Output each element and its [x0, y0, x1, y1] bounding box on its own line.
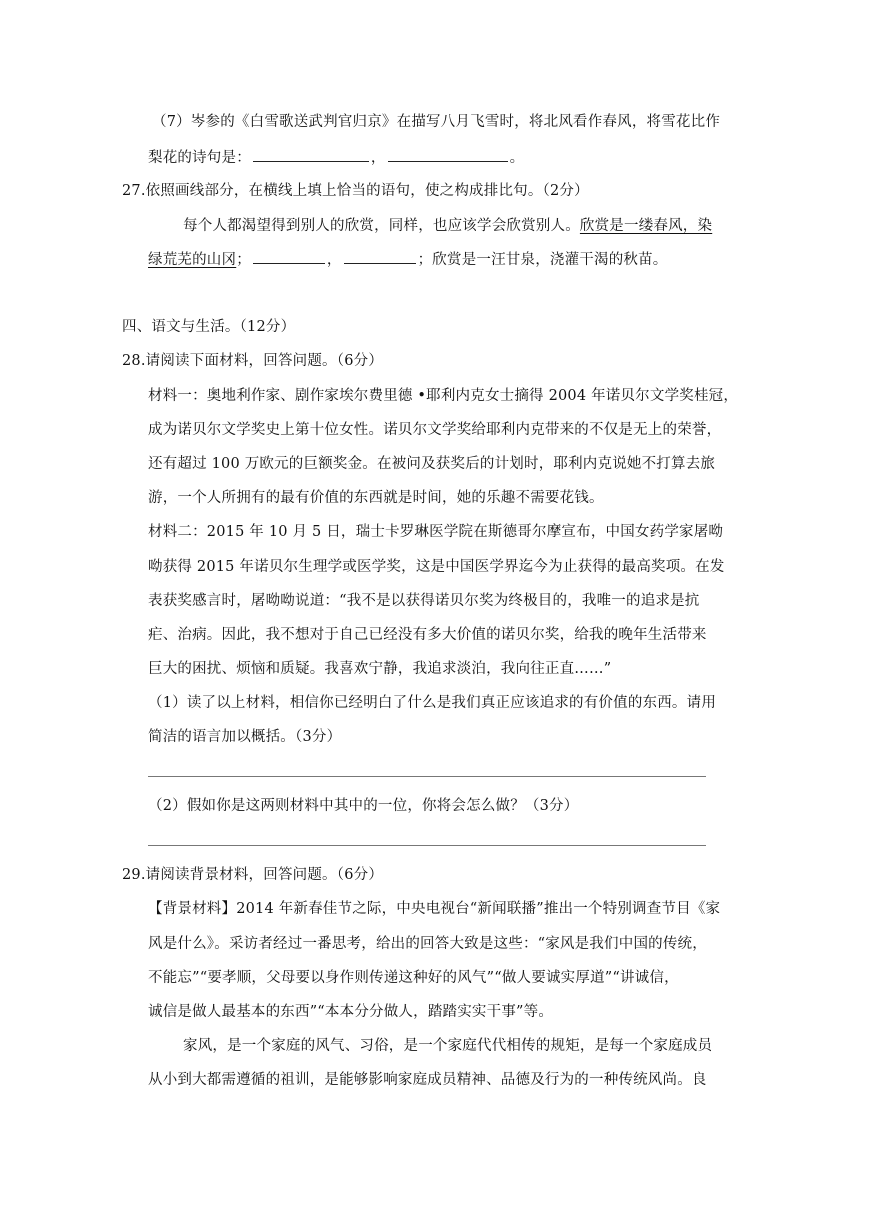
- q27-line2-underlined: 绿荒芜的山冈: [148, 252, 237, 268]
- answer-blank-2[interactable]: [388, 147, 508, 162]
- q28-sub2: （2）假如你是这两则材料中其中的一位，你将会怎么做？（3分）: [148, 798, 579, 814]
- answer-line-2[interactable]: [148, 845, 706, 846]
- q29-paragraph-line: 从小到大都需遵循的祖训，是能够影响家庭成员精神、品德及行为的一种传统风尚。良: [148, 1072, 707, 1088]
- q26-item7-line1: （7）岑参的《白雪歌送武判官归京》在描写八月飞雪时，将北风看作春风，将雪花比作: [152, 114, 721, 130]
- q26-end: 。: [509, 150, 525, 166]
- answer-line-1[interactable]: [148, 776, 706, 777]
- q28-heading: 28.请阅读下面材料，回答问题。（6分）: [122, 353, 384, 369]
- q28-material1-line: 游，一个人所拥有的最有价值的东西就是时间，她的乐趣不需要花钱。: [148, 490, 604, 506]
- answer-blank-1[interactable]: [253, 147, 369, 162]
- q27-line1: [183, 216, 712, 236]
- answer-blank-4[interactable]: [344, 249, 416, 264]
- q28-material2-line: 呦获得 2015 年诺贝尔生理学或医学奖，这是中国医学界迄今为止获得的最高奖项。在发: [148, 559, 725, 575]
- q29-paragraph-line: 家风，是一个家庭的风气、习俗，是一个家庭代代相传的规矩，是每一个家庭成员: [183, 1038, 713, 1054]
- q28-material1-line: 材料一：奥地利作家、剧作家埃尔费里德 •耶利内克女士摘得 2004 年诺贝尔文学奖桂冠，: [148, 388, 739, 404]
- section4-heading: 四、语文与生活。（12分）: [122, 319, 296, 335]
- q28-material2-line: 疟、治病。因此，我不想对于自己已经没有多大价值的诺贝尔奖，给我的晚年生活带来: [148, 627, 707, 643]
- q27-sep1: ；: [236, 252, 251, 268]
- q27-sep2: ，: [326, 252, 342, 268]
- q27-line2-tail: ；欣赏是一汪甘泉，浇灌干渴的秋苗。: [417, 252, 668, 268]
- q27-line1-underlined: 欣赏是一缕春风，染: [579, 218, 713, 234]
- q29-background-line: 诚信是做人最基本的东西”“本本分分做人，踏踏实实干事”等。: [148, 1004, 554, 1020]
- q28-sub1-line: 简洁的语言加以概括。（3分）: [148, 729, 342, 745]
- q28-material2-line: 表获奖感言时，屠呦呦说道：“我不是以获得诺贝尔奖为终极目的，我唯一的追求是抗: [148, 593, 700, 609]
- q26-separator: ，: [370, 150, 386, 166]
- q29-background-line: 【背景材料】2014 年新春佳节之际，中央电视台“新闻联播”推出一个特别调查节目《家: [148, 901, 721, 917]
- q28-sub1-line: （1）读了以上材料，相信你已经明白了什么是我们真正应该追求的有价值的东西。请用: [148, 695, 717, 711]
- q28-material2-line: 巨大的困扰、烦恼和质疑。我喜欢宁静，我追求淡泊，我向往正直……”: [148, 661, 612, 677]
- q29-background-line: 不能忘”“要孝顺，父母要以身作则传递这种好的风气”“做人要诚实厚道”“讲诚信，: [148, 970, 679, 986]
- answer-blank-3[interactable]: [253, 249, 325, 264]
- q28-material1-line: 还有超过 100 万欧元的巨额奖金。在被问及获奖后的计划时，耶利内克说她不打算去旅: [148, 456, 716, 472]
- q26-item7-line2: [148, 147, 524, 168]
- q27-line1-plain: 每个人都渴望得到别人的欣赏，同样，也应该学会欣赏别人。: [183, 218, 580, 234]
- q29-background-line: 风是什么》。采访者经过一番思考，给出的回答大致是这些：“家风是我们中国的传统，: [148, 936, 707, 952]
- q28-material2-line: 材料二：2015 年 10 月 5 日，瑞士卡罗琳医学院在斯德哥尔摩宣布，中国女药学家屠呦: [148, 524, 724, 540]
- q27-line2: [148, 249, 668, 270]
- q27-heading: 27.依照画线部分，在横线上填上恰当的语句，使之构成排比句。（2分）: [122, 183, 589, 199]
- q29-heading: 29.请阅读背景材料，回答问题。（6分）: [122, 867, 384, 883]
- q28-material1-line: 成为诺贝尔文学奖史上第十位女性。诺贝尔文学奖给耶利内克带来的不仅是无上的荣誉，: [148, 422, 722, 438]
- q26-item7-prefix: 梨花的诗句是：: [148, 150, 251, 166]
